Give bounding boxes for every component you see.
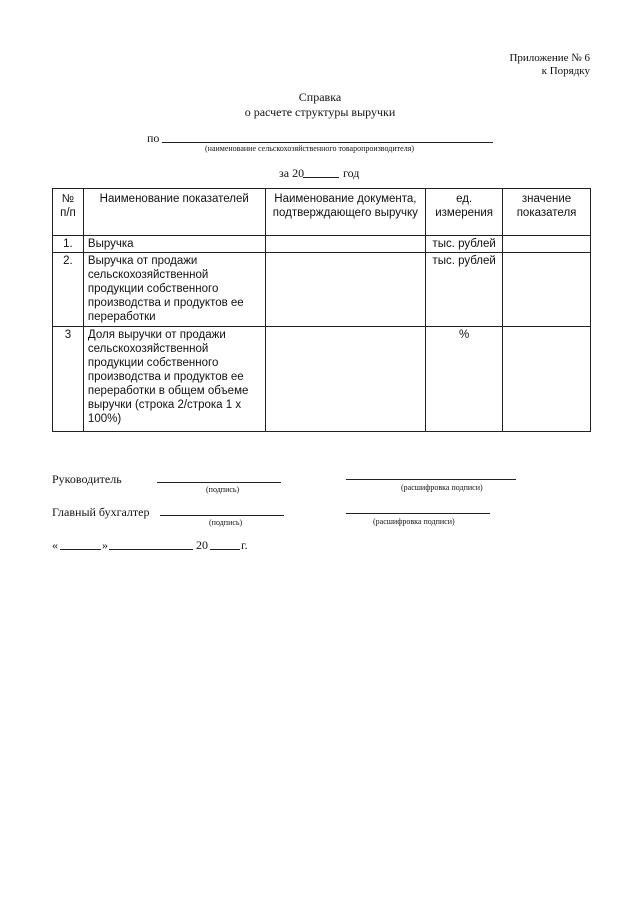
date-close-quote: »: [102, 538, 108, 552]
head-signature-field[interactable]: [157, 482, 281, 483]
table-row: [53, 253, 591, 327]
accountant-decode-caption: (расшифровка подписи): [373, 517, 455, 526]
appendix-line-2: к Порядку: [541, 65, 590, 77]
producer-caption: (наименование сельскохозяйственного товаропроизводителя): [205, 144, 415, 153]
head-signature-caption: (подпись): [206, 485, 240, 494]
accountant-label: Главный бухгалтер: [52, 505, 150, 519]
row-3-value[interactable]: [503, 327, 591, 432]
date-year-suffix: г.: [241, 538, 248, 552]
row-1-num: 1.: [53, 236, 84, 253]
head-decode-field[interactable]: [346, 479, 516, 480]
appendix-line-1: Приложение № 6: [509, 52, 590, 64]
head-decode-caption: (расшифровка подписи): [401, 483, 483, 492]
appendix-note: [509, 52, 590, 78]
col-header-name: Наименование показателей: [83, 189, 265, 236]
row-2-name: Выручка от продажи сельскохозяйственной продукции собственного производства и продуктов ее переработки: [83, 253, 265, 327]
col-header-doc: Наименование документа, подтверждающего выручку: [265, 189, 426, 236]
structure-table: [52, 188, 591, 432]
row-1-name: Выручка: [83, 236, 265, 253]
table-row: [53, 327, 591, 432]
col-header-value: значение показателя: [503, 189, 591, 236]
row-3-doc[interactable]: [265, 327, 426, 432]
producer-name-field[interactable]: [162, 142, 493, 143]
head-label: Руководитель: [52, 472, 122, 486]
date-month-field[interactable]: [109, 549, 193, 550]
period-suffix: год: [343, 166, 360, 180]
table-header-row: [53, 189, 591, 236]
accountant-signature-field[interactable]: [160, 515, 284, 516]
row-2-doc[interactable]: [265, 253, 426, 327]
row-1-doc[interactable]: [265, 236, 426, 253]
row-2-num: 2.: [53, 253, 84, 327]
producer-prefix: по: [147, 131, 160, 145]
row-1-unit: тыс. рублей: [426, 236, 503, 253]
document-subtitle: о расчете структуры выручки: [244, 105, 396, 119]
period-year-field[interactable]: [303, 177, 339, 178]
accountant-signature-caption: (подпись): [209, 518, 243, 527]
row-2-value[interactable]: [503, 253, 591, 327]
col-header-unit: ед. измерения: [426, 189, 503, 236]
table-row: [53, 236, 591, 253]
row-2-unit: тыс. рублей: [426, 253, 503, 327]
document-title: Справка: [298, 90, 342, 104]
row-1-value[interactable]: [503, 236, 591, 253]
date-day-field[interactable]: [60, 549, 101, 550]
period-prefix: за 20: [279, 166, 305, 180]
row-3-name: Доля выручки от продажи сельскохозяйственной продукции собственного производства и продуктов ее переработки в общем объеме выручки (строка 2/строка 1 х 100%): [83, 327, 265, 432]
date-year-field[interactable]: [210, 549, 240, 550]
col-header-num: № п/п: [53, 189, 84, 236]
accountant-decode-field[interactable]: [346, 513, 490, 514]
date-open-quote: «: [52, 538, 58, 552]
date-year-prefix: 20: [196, 538, 208, 552]
row-3-unit: %: [426, 327, 503, 432]
row-3-num: 3: [53, 327, 84, 432]
